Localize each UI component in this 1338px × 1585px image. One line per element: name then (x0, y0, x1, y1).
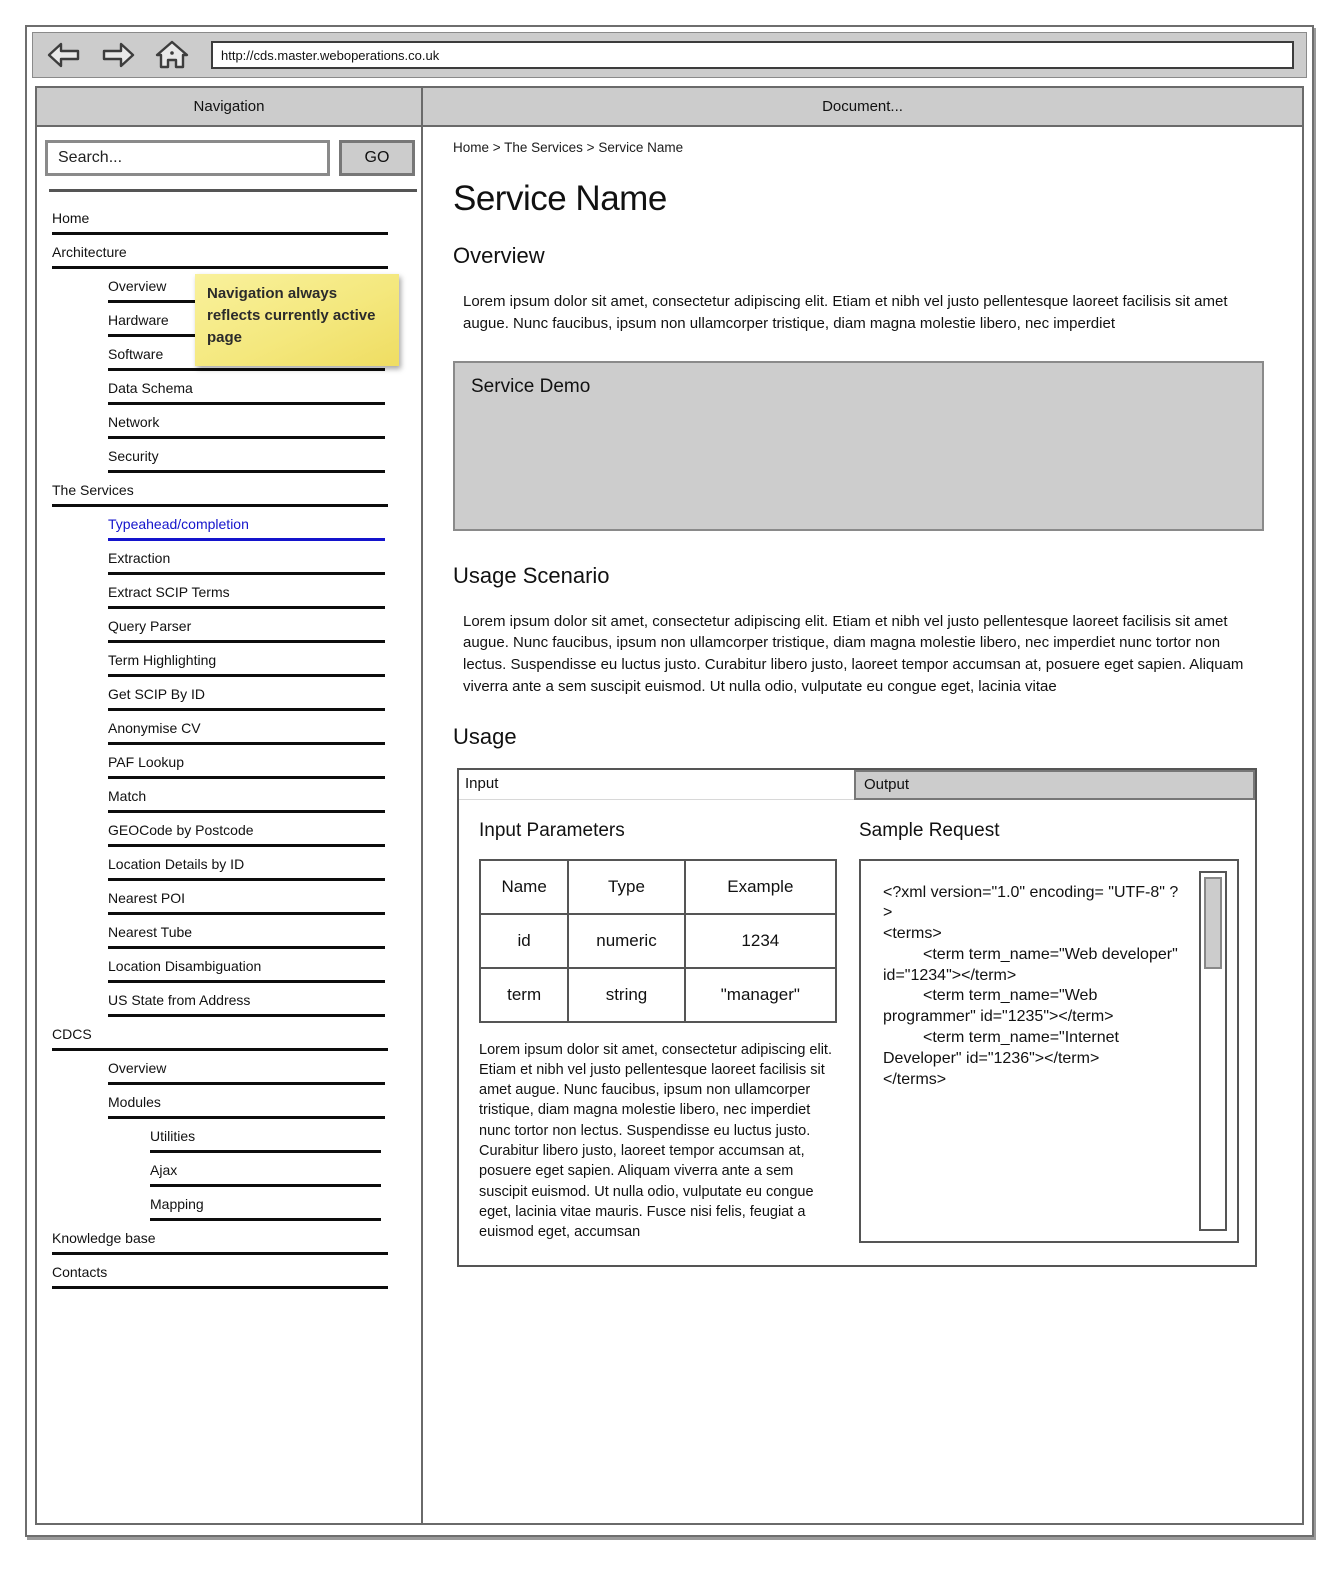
usage-heading: Usage (453, 723, 517, 749)
sidebar-item-label: Nearest POI (108, 890, 186, 906)
back-icon[interactable] (45, 38, 83, 72)
sidebar-item-network[interactable] (108, 411, 385, 439)
table-row (480, 968, 836, 1022)
sidebar-item-label: Architecture (52, 244, 127, 260)
usage-scenario-heading: Usage Scenario (453, 562, 610, 588)
usage-panel (457, 768, 1257, 1267)
input-column (459, 806, 857, 1249)
document-panel-body (423, 127, 1302, 1523)
usage-columns (459, 800, 1255, 1265)
sidebar-item-label: Term Highlighting (108, 652, 217, 668)
sidebar-nav-list (37, 207, 421, 1289)
table-cell: 1234 (685, 914, 836, 968)
sidebar-item-location-disambiguation[interactable] (108, 955, 385, 983)
search-go-button[interactable]: GO (339, 140, 415, 176)
table-cell: id (480, 914, 568, 968)
sidebar-item-label: Utilities (150, 1128, 196, 1144)
sticky-note: Navigation always reflects currently active page (195, 274, 399, 366)
service-demo-box (453, 361, 1264, 531)
output-column (857, 806, 1255, 1249)
sidebar-item-overview[interactable] (108, 1057, 385, 1085)
code-line: <term term_name="Internet Developer" id="1236"></term> (883, 1029, 1119, 1067)
sidebar-item-label: Data Schema (108, 380, 193, 396)
code-scrollbar-track[interactable] (1199, 871, 1227, 1231)
browser-window (25, 25, 1314, 1537)
sidebar-item-label: PAF Lookup (108, 754, 185, 770)
sidebar-item-label: Typeahead/completion (108, 516, 249, 532)
sidebar-item-label: US State from Address (108, 992, 251, 1008)
param-table-header: Example (685, 860, 836, 914)
table-cell: string (568, 968, 684, 1022)
navigation-panel-title: Navigation (37, 88, 421, 127)
sidebar-item-label: GEOCode by Postcode (108, 822, 254, 838)
navigation-panel-body (37, 127, 421, 1523)
search-input[interactable] (45, 140, 330, 176)
search-divider (49, 189, 417, 192)
sidebar-item-home[interactable] (52, 207, 388, 235)
sidebar-item-modules[interactable] (108, 1091, 385, 1119)
code-line: <term term_name="Web programmer" id="1235"></term> (883, 987, 1114, 1026)
sidebar-item-label: CDCS (52, 1026, 92, 1042)
sidebar-item-label: Contacts (52, 1264, 108, 1280)
breadcrumb[interactable]: Home > The Services > Service Name (453, 140, 684, 155)
table-cell: term (480, 968, 568, 1022)
sidebar-item-label: Anonymise CV (108, 720, 201, 736)
usage-tabs (459, 770, 1255, 800)
url-field[interactable] (211, 41, 1294, 69)
sidebar-item-nearest-poi[interactable] (108, 887, 385, 915)
table-row (480, 914, 836, 968)
sidebar-item-contacts[interactable] (52, 1261, 388, 1289)
code-line: <?xml version="1.0" encoding= "UTF-8" ?> (883, 883, 1179, 922)
sidebar-item-security[interactable] (108, 445, 385, 473)
code-scrollbar-thumb[interactable] (1204, 877, 1222, 969)
sidebar-item-label: The Services (52, 482, 134, 498)
table-cell: numeric (568, 914, 684, 968)
input-parameters-table (479, 859, 837, 1023)
sidebar-item-label: Nearest Tube (108, 924, 193, 940)
sidebar-item-typeahead-completion[interactable] (108, 513, 385, 541)
param-table-header: Name (480, 860, 568, 914)
sidebar-item-get-scip-by-id[interactable] (108, 683, 385, 711)
sidebar-item-label: Match (108, 788, 147, 804)
search-row (45, 140, 415, 176)
navigation-panel (37, 88, 423, 1523)
sidebar-item-label: Location Details by ID (108, 856, 245, 872)
code-line: </terms> (883, 1070, 947, 1088)
sidebar-item-label: Software (108, 346, 164, 362)
sidebar-item-mapping[interactable] (150, 1193, 381, 1221)
forward-icon[interactable] (99, 38, 137, 72)
code-lines (883, 883, 1181, 1091)
home-icon[interactable] (153, 38, 191, 72)
sidebar-item-architecture[interactable] (52, 241, 388, 269)
sidebar-item-label: Ajax (150, 1162, 178, 1178)
sidebar-item-term-highlighting[interactable] (108, 649, 385, 677)
panels-container (35, 86, 1304, 1525)
sidebar-item-label: Home (52, 210, 90, 226)
sidebar-item-label: Overview (108, 1060, 167, 1076)
sample-request-code (859, 859, 1239, 1243)
sidebar-item-utilities[interactable] (150, 1125, 381, 1153)
sidebar-item-label: Hardware (108, 312, 169, 328)
usage-scenario-paragraph: Lorem ipsum dolor sit amet, consectetur adipiscing elit. Etiam et nibh vel justo pellentesque laoreet facilisis sit amet augue. Nunc faucibus, ipsum non ullamcorper tristique, diam magna molestie libero, nec imperdiet nunc tortor non lectus. Suspendisse eu luctus justo. Curabitur libero justo, laoreet tempor accumsan at, posuere eget sapien. Aliquam viverra ante a sem suscipit euismod. Ut nulla odio, vulputate eu congue eget, lacinia vitae (463, 612, 1244, 695)
sidebar-item-label: Mapping (150, 1196, 204, 1212)
sidebar-item-match[interactable] (108, 785, 385, 813)
sidebar-item-geocode-by-postcode[interactable] (108, 819, 385, 847)
sidebar-item-query-parser[interactable] (108, 615, 385, 643)
sidebar-item-paf-lookup[interactable] (108, 751, 385, 779)
code-line: <term term_name="Web developer" id="1234"></term> (883, 945, 1178, 984)
sidebar-item-location-details-by-id[interactable] (108, 853, 385, 881)
sidebar-item-label: Modules (108, 1094, 161, 1110)
tab-input[interactable]: Input (459, 770, 854, 800)
sidebar-item-label: Location Disambiguation (108, 958, 262, 974)
sidebar-item-label: Query Parser (108, 618, 192, 634)
sidebar-item-extraction[interactable] (108, 547, 385, 575)
code-line: <terms> (883, 925, 942, 943)
table-cell: "manager" (685, 968, 836, 1022)
sidebar-item-label: Overview (108, 278, 167, 294)
sidebar-item-label: Extract SCIP Terms (108, 584, 230, 600)
sample-request-heading: Sample Request (859, 819, 1000, 841)
input-parameters-heading: Input Parameters (479, 819, 625, 841)
tab-output[interactable]: Output (854, 770, 1255, 800)
sidebar-item-extract-scip-terms[interactable] (108, 581, 385, 609)
service-demo-label: Service Demo (471, 375, 591, 397)
sidebar-item-label: Extraction (108, 550, 171, 566)
sidebar-item-anonymise-cv[interactable] (108, 717, 385, 745)
sidebar-item-label: Network (108, 414, 160, 430)
overview-heading: Overview (453, 243, 545, 268)
sidebar-item-knowledge-base[interactable] (52, 1227, 388, 1255)
overview-paragraph: Lorem ipsum dolor sit amet, consectetur adipiscing elit. Etiam et nibh vel justo pellentesque laoreet facilisis sit amet augue. Nunc faucibus, ipsum non ullamcorper tristique, diam magna molestie libero, nec imperdiet (463, 293, 1228, 332)
document-panel-title: Document... (423, 88, 1302, 127)
sidebar-item-us-state-from-address[interactable] (108, 989, 385, 1017)
sidebar-item-data-schema[interactable] (108, 377, 385, 405)
sidebar-item-label: Security (108, 448, 159, 464)
browser-toolbar (32, 32, 1307, 78)
document-panel (423, 88, 1302, 1523)
sidebar-item-nearest-tube[interactable] (108, 921, 385, 949)
sidebar-item-label: Get SCIP By ID (108, 686, 205, 702)
sidebar-item-label: Knowledge base (52, 1230, 156, 1246)
input-description: Lorem ipsum dolor sit amet, consectetur adipiscing elit. Etiam et nibh vel justo pellentesque laoreet facilisis sit amet augue. Nunc faucibus, ipsum non ullamcorper tristique, diam magna molestie libero, nec imperdiet nunc tortor non lectus. Suspendisse eu luctus justo. Curabitur libero justo, laoreet tempor accumsan at, posuere eget sapien. Aliquam viverra ante a sem suscipit euismod. Ut nulla odio, vulputate eu congue eget, lacinia vitae mauris. Fusce nisi felis, feugiat a euismod eget, accumsan (479, 1041, 832, 1241)
sidebar-item-ajax[interactable] (150, 1159, 381, 1187)
param-table-header: Type (568, 860, 684, 914)
sidebar-item-cdcs[interactable] (52, 1023, 388, 1051)
sidebar-item-the-services[interactable] (52, 479, 388, 507)
page-title: Service Name (453, 179, 667, 218)
